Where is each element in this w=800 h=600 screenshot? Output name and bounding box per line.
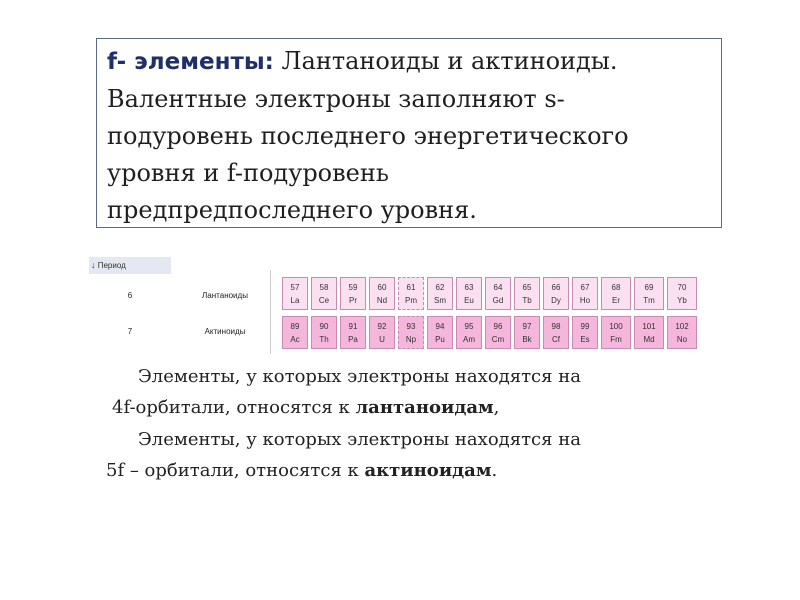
- element-cell: [601, 277, 631, 310]
- actinoid-row: [282, 316, 697, 349]
- atomic-number: 70: [677, 283, 687, 292]
- atomic-number: 67: [580, 283, 590, 292]
- element-cell: [456, 277, 482, 310]
- element-cell: [634, 277, 664, 310]
- paragraph-1-line-1: Элементы, у которых электроны находятся на: [138, 366, 581, 387]
- element-symbol: Tb: [522, 296, 532, 305]
- intro-line-1-rest: Лантаноиды и актиноиды.: [281, 47, 618, 75]
- intro-line-2: Валентные электроны заполняют s-: [107, 85, 565, 113]
- row-period-6: 6: [127, 291, 133, 300]
- intro-line-4: уровня и f-подуровень: [107, 159, 389, 187]
- intro-box: [96, 38, 722, 228]
- atomic-number: 68: [611, 283, 621, 292]
- atomic-number: 65: [522, 283, 532, 292]
- lanthanoids-term: лантаноидам: [355, 397, 494, 418]
- element-symbol: Am: [463, 335, 475, 344]
- atomic-number: 94: [435, 322, 445, 331]
- element-symbol: Ac: [290, 335, 300, 344]
- atomic-number: 89: [290, 322, 300, 331]
- atomic-number: 91: [348, 322, 358, 331]
- element-cell: [282, 277, 308, 310]
- atomic-number: 60: [377, 283, 387, 292]
- element-symbol: Cf: [552, 335, 560, 344]
- element-cell: [369, 316, 395, 349]
- atomic-number: 96: [493, 322, 503, 331]
- element-symbol: Cm: [491, 335, 505, 344]
- paragraph-2-line-2-end: .: [491, 460, 498, 481]
- element-symbol: U: [379, 335, 385, 344]
- element-cell: [456, 316, 482, 349]
- element-symbol: Bk: [522, 335, 532, 344]
- element-symbol: Np: [405, 335, 417, 344]
- atomic-number: 93: [406, 322, 416, 331]
- element-symbol: Tm: [643, 296, 655, 305]
- atomic-number: 59: [348, 283, 358, 292]
- element-cell: [311, 277, 337, 310]
- element-cell: [282, 316, 308, 349]
- intro-line-3: подуровень последнего энергетического: [107, 122, 629, 150]
- element-symbol: Sm: [434, 296, 446, 305]
- atomic-number: 61: [406, 283, 416, 292]
- element-symbol: Ho: [579, 296, 591, 305]
- intro-line-5: предпредпоследнего уровня.: [107, 196, 477, 224]
- element-symbol: Eu: [464, 296, 474, 305]
- element-cell: [514, 277, 540, 310]
- element-cell: [601, 316, 631, 349]
- atomic-number: 66: [551, 283, 561, 292]
- element-symbol: Pa: [348, 335, 358, 344]
- intro-lead: f- элементы:: [107, 49, 274, 75]
- atomic-number: 64: [493, 283, 503, 292]
- element-symbol: No: [676, 335, 688, 344]
- paragraph-2-line-1: Элементы, у которых электроны находятся на: [138, 429, 581, 450]
- atomic-number: 97: [522, 322, 532, 331]
- atomic-number: 102: [675, 322, 689, 331]
- period-header: [89, 257, 171, 274]
- element-symbol: La: [290, 296, 300, 305]
- element-symbol: Pr: [349, 296, 357, 305]
- paragraph-1-line-2: [112, 397, 499, 418]
- element-cell: [572, 277, 598, 310]
- atomic-number: 62: [435, 283, 445, 292]
- element-cell: [667, 277, 697, 310]
- element-symbol: Pu: [435, 335, 445, 344]
- lanthanoid-row: [282, 277, 697, 310]
- element-cell: [369, 277, 395, 310]
- element-symbol: Md: [643, 335, 655, 344]
- element-symbol: Es: [580, 335, 590, 344]
- element-cell: [485, 316, 511, 349]
- element-symbol: Nd: [376, 296, 388, 305]
- element-cell: [398, 277, 424, 310]
- atomic-number: 58: [319, 283, 329, 292]
- atomic-number: 100: [609, 322, 623, 331]
- atomic-number: 90: [319, 322, 329, 331]
- row-period-7: 7: [127, 327, 133, 336]
- atomic-number: 101: [642, 322, 656, 331]
- element-cell: [427, 316, 453, 349]
- intro-line-1: [107, 43, 715, 81]
- element-symbol: Th: [319, 335, 329, 344]
- atomic-number: 95: [464, 322, 474, 331]
- element-symbol: Yb: [677, 296, 687, 305]
- atomic-number: 92: [377, 322, 387, 331]
- element-symbol: Gd: [492, 296, 504, 305]
- element-symbol: Pm: [405, 296, 417, 305]
- element-cell: [311, 316, 337, 349]
- element-cell: [634, 316, 664, 349]
- element-cell: [543, 277, 569, 310]
- paragraph-2-line-2-start: 5f – орбитали, относятся к: [106, 460, 365, 481]
- intro-text: [107, 43, 715, 229]
- element-cell: [514, 316, 540, 349]
- element-symbol: Fm: [610, 335, 622, 344]
- element-symbol: Er: [612, 296, 620, 305]
- element-cell: [667, 316, 697, 349]
- row-name-lanthanoids: Лантаноиды: [202, 291, 248, 300]
- paragraph-2-line-2: [106, 460, 497, 481]
- atomic-number: 57: [290, 283, 300, 292]
- period-header-label: Период: [97, 261, 126, 270]
- down-arrow-icon: ↓: [91, 260, 96, 270]
- atomic-number: 99: [580, 322, 590, 331]
- element-cell: [572, 316, 598, 349]
- atomic-number: 63: [464, 283, 474, 292]
- element-symbol: Ce: [318, 296, 330, 305]
- element-cell: [398, 316, 424, 349]
- element-cell: [340, 316, 366, 349]
- paragraph-1-line-2-start: 4f-орбитали, относятся к: [112, 397, 356, 418]
- element-cell: [427, 277, 453, 310]
- element-cell: [543, 316, 569, 349]
- row-name-actinoids: Актиноиды: [204, 327, 246, 336]
- atomic-number: 69: [644, 283, 654, 292]
- paragraph-1-line-2-end: ,: [493, 397, 500, 418]
- actinoids-term: актиноидам: [364, 460, 492, 481]
- element-cell: [485, 277, 511, 310]
- atomic-number: 98: [551, 322, 561, 331]
- element-symbol: Dy: [551, 296, 561, 305]
- element-cell: [340, 277, 366, 310]
